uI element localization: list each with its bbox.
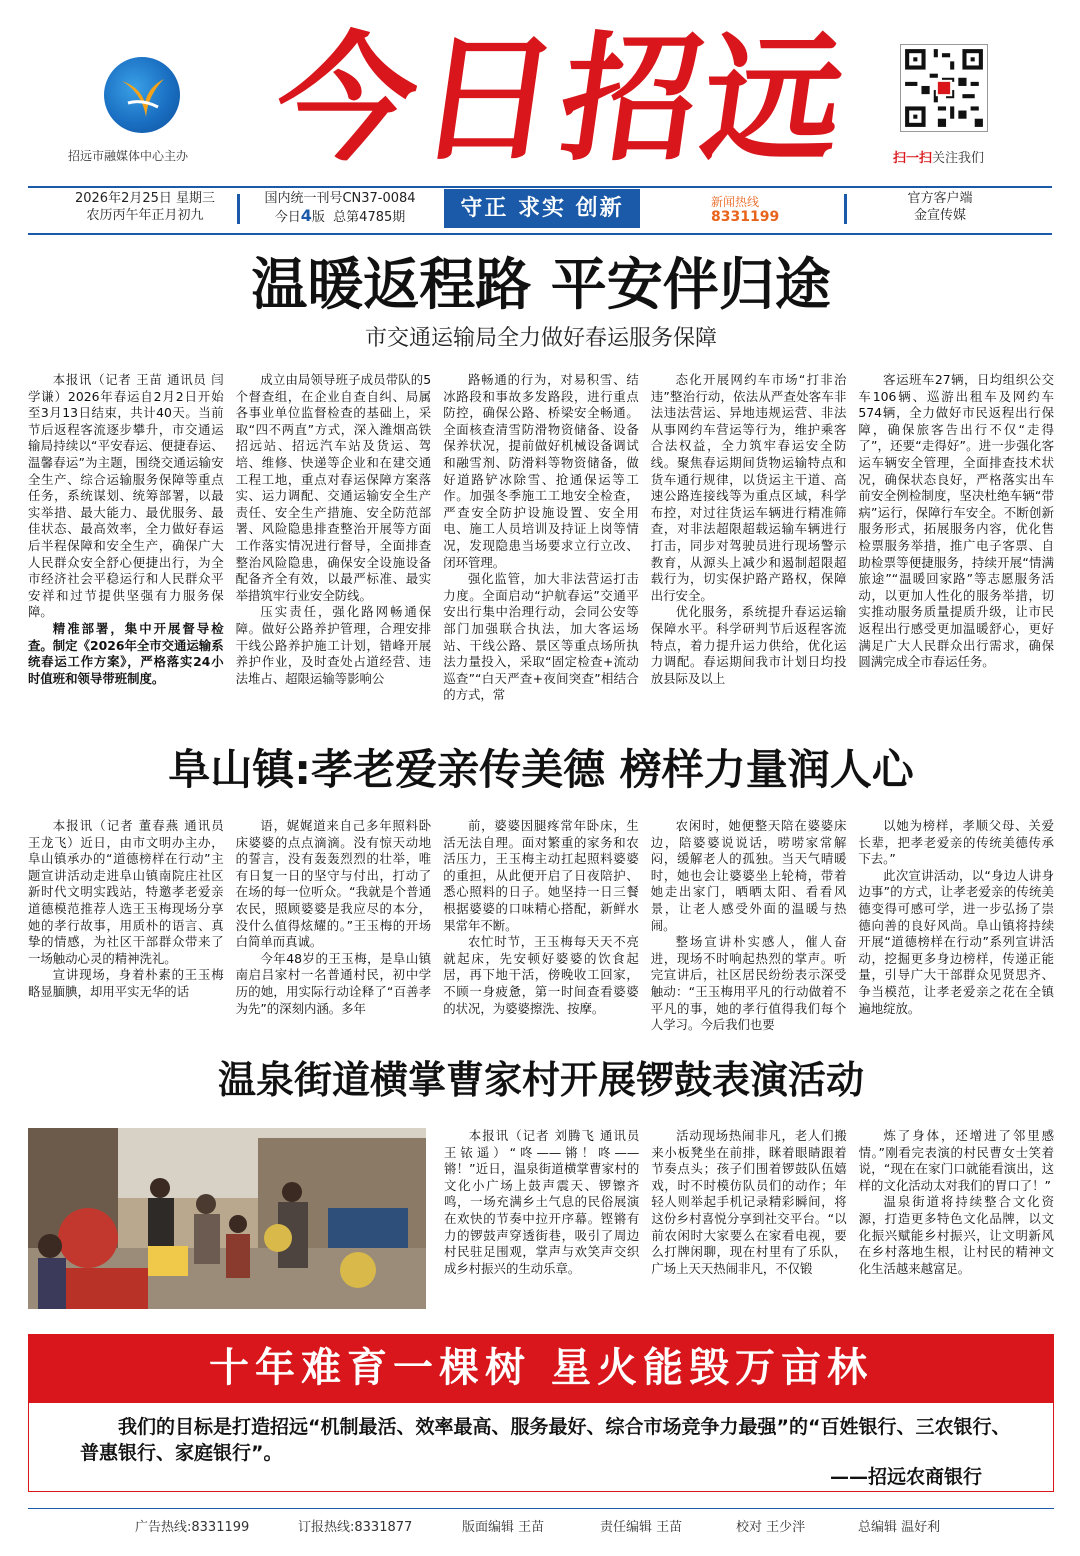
bank-ad-signature: ——招远农商银行 <box>830 1466 983 1488</box>
issn: 国内统一刊号CN37-0084 <box>264 191 416 206</box>
slogan-box: 守正 求实 创新 <box>444 189 640 228</box>
newspaper-masthead: 今日招远 <box>266 17 858 180</box>
footer-ad-hotline: 广告热线:8331199 <box>135 1520 250 1535</box>
media-center-logo <box>104 57 180 133</box>
article2-headline: 阜山镇:孝老爱亲传美德 榜样力量润人心 <box>168 745 914 794</box>
qr-code-icon[interactable] <box>900 44 988 132</box>
article3-col-3: 炼了身体，还增进了邻里感情。”刚看完表演的村民曹女士笑着说，“现在在家门口就能看演出，这样的文化活动太对我们的胃口了！” 温泉街道将持续整合文化资源，打造更多特色文化品牌，以文化振兴赋能乡村振兴，让文明新风在乡村落地生根，让村民的精神文化生活越来越富足。 <box>858 1128 1054 1276</box>
article3-col-2: 活动现场热闹非凡，老人们搬来小板凳坐在前排，眯着眼睛跟着节奏点头；孩子们围着锣鼓队伍嬉戏，时不时模仿队员们的动作；年轻人则举起手机记录精彩瞬间，将这份乡村喜悦分享到社交平台。“以前农闲时大家要么在家看电视，要么打牌闲聊，现在村里有了乐队，广场上天天热闹非凡，不仅锻 <box>651 1128 847 1276</box>
article2-col-1: 本报讯（记者 董春燕 通讯员 王龙飞）近日，由市文明办主办，阜山镇承办的“道德榜样在行动”主题宣讲活动走进阜山镇南院庄社区新时代文明实践站，特邀孝老爱亲道德模范推荐人选王玉梅现场分享她的孝行故事，用质朴的语言、真挚的情感，为社区干部群众带来了一场触动心灵的精神洗礼。 宣讲现场，身着朴素的王玉梅略显腼腆，却用平实无华的话 <box>28 818 224 999</box>
hotline-label: 新闻热线 <box>711 195 760 209</box>
bank-ad-text: 我们的目标是打造招远“机制最活、效率最高、服务最好、综合市场竞争力最强”的“百姓银行、三农银行、普惠银行、家庭银行”。 <box>80 1416 1011 1464</box>
article2-col-2: 语，娓娓道来自己多年照料卧床婆婆的点点滴滴。没有惊天动地的誓言，没有轰轰烈烈的壮举，唯有日复一日的坚守与付出，打动了在场的每一位听众。“我就是个普通农民，照顾婆婆是我应尽的本分，没什么值得炫耀的。”王玉梅的开场白简单而真诚。 今年48岁的王玉梅，是阜山镇南启吕家村一名普通村民，初中学历的她，用实际行动诠释了“百善孝为先”的深刻内涵。多年 <box>235 818 432 1016</box>
footer-duty-editor: 责任编辑 王苗 <box>600 1520 683 1535</box>
article2-body <box>28 818 1054 1033</box>
page-count: 4 <box>300 206 312 225</box>
issue-date-block <box>60 190 230 224</box>
gong-drum-performance-photo <box>28 1128 426 1309</box>
article1-col-2: 成立由局领导班子成员带队的5个督查组，在企业自查自纠、局属各事业单位监督检查的基础上，采取“四不两直”方式，深入潍烟高铁招远站、招远汽车站及货运、驾培、维修、快递等企业和在建交通工程工地，重点对春运保障方案落实、运力调配、交通运输安全生产责任、安全生产措施、安全防范部署、风险隐患排查整治开展等方面工作落实情况进行督导，全面排查整治风险隐患，确保安全设施设备配备齐全有效，以最严标准、最实举措筑牢行业安全防线。 压实责任，强化路网畅通保障。做好公路养护管理，合理安排干线公路养护施工计划，错峰开展养护作业，及时查处占道经营、违法堆占、超限运输等影响公 <box>235 372 432 686</box>
logo-swoosh-icon <box>118 73 168 119</box>
divider <box>237 194 240 224</box>
fire-safety-slogan: 十年难育一棵树 星火能毁万亩林 <box>209 1345 873 1391</box>
article1-subheadline: 市交通运输局全力做好春运服务保障 <box>364 326 717 351</box>
hotline-number: 8331199 <box>711 209 780 225</box>
footer-chief-editor: 总编辑 温好利 <box>858 1520 941 1535</box>
article2-col-3: 前，婆婆因腿疼常年卧床，生活无法自理。面对繁重的家务和农活压力，王玉梅主动扛起照料婆婆的重担，从此便开启了日夜陪护、悉心照料的日子。她坚持一日三餐根据婆婆的口味精心搭配，新鲜水果常年不断。 农忙时节，王玉梅每天天不亮就起床，先安顿好婆婆的饮食起居，再下地干活，傍晚收工回家，不顾一身疲惫，第一时间查看婆婆的状况，为婆婆擦洗、按摩。 <box>443 818 639 1016</box>
article3-col-1: 本报讯（记者 刘腾飞 通讯员 王铱遥）“咚——锵！咚——锵！”近日，温泉街道横掌曹家村的文化小广场上鼓声震天、锣镲齐鸣，一场充满乡土气息的民俗展演在欢快的节奏中拉开序幕。铿锵有力的锣鼓声穿透街巷，吸引了周边村民驻足围观，掌声与欢笑声交织成乡村振兴的生动乐章。 <box>444 1128 640 1276</box>
article1-col-5: 客运班车27辆，日均组织公交车106辆、巡游出租车及网约车574辆，全力做好市民返程出行保障，确保旅客告出行不仅“走得了”，还要“走得好”。进一步强化客运车辆安全管理，全面排查技术状况，确保状态良好，严格落实出车前安全例检制度，坚决杜绝车辆“带病”运行，保障行车安全。不断创新服务形式，拓展服务内容，优化售检票服务举措，推广电子客票、自助检票等便捷服务，持续开展“情满旅途”“温暖回家路”等志愿服务活动，以更加人性化的服务举措，切实推动服务质量提质升级，让市民返程出行感受更加温暖舒心，更好满足广大人民群众出行需求，确保圆满完成全市春运任务。 <box>858 372 1054 670</box>
lunar-date: 农历丙午年正月初九 <box>86 208 204 223</box>
divider <box>844 194 847 224</box>
article1-col-4: 态化开展网约车市场“打非治违”整治行动，依法从严查处客车非法违法营运、异地违规运营、非法从事网约车营运等行为，维护乘客合法权益，全力筑牢春运安全防线。聚焦春运期间货物运输特点和货车通行规律，以货运主干道、高速公路连接线等为重点区域，科学布控，对过往货运车辆进行精准筛查，对非法超限超载运输车辆进行打击，同步对驾驶员进行现场警示教育，从源头上减少和遏制超限超载行为，切实保护路产路权，保障出行安全。 优化服务，系统提升春运运输保障水平。科学研判节后返程客流特点，着力提升运力供给，优化运力调配。春运期间我市计划日均投放县际及以上 <box>650 372 847 686</box>
footer-layout-editor: 版面编辑 王苗 <box>462 1520 545 1535</box>
article2-col-5: 以她为榜样，孝顺父母、关爱长辈，把孝老爱亲的传统美德传承下去。” 此次宣讲活动，以“身边人讲身边事”的方式，让孝老爱亲的传统美德变得可感可学，进一步弘扬了崇德向善的良好风尚。阜山镇将持续开展“道德榜样在行动”系列宣讲活动，挖掘更多身边榜样，传递正能量，引导广大干部群众见贤思齐、争当模范，让孝老爱亲之花在全镇遍地绽放。 <box>858 818 1054 1016</box>
issue-date: 2026年2月25日 星期三 <box>74 191 216 206</box>
issue-number-block: 国内统一刊号CN37-0084 今日4版 总第4785期 <box>250 190 430 226</box>
article1-col-1: 本报讯（记者 王苗 通讯员 闫学谦）2026年春运自2月2日开始至3月13日结束，共计40天。当前节后返程客流逐步攀升，市交通运输局持续以“平安春运、便捷春运、温馨春运”为主题，围绕交通运输安全生产、综合运输服务保障等重点任务，系统谋划、统筹部署，以最实举措、最大能力、最优服务、最佳状态、最高效率，全力做好春运后半程保障和安全生产，确保广大人民群众安全舒心便捷出行，为全市经济社会平稳运行和人民群众平安祥和过节提供坚强有力服务保障。 精准部署，集中开展督导检查。制定《2026年全市交通运输系统春运工作方案》，严格落实24小时值班和领导带班制度。 <box>28 372 224 686</box>
footer-subscription-hotline: 订报热线:8331877 <box>298 1520 413 1535</box>
sponsor-line: 招远市融媒体中心主办 <box>68 149 189 163</box>
photo-illustration <box>28 1128 426 1309</box>
article2-col-4: 农闲时，她便整天陪在婆婆床边，陪婆婆说说话，唠唠家常解闷，缓解老人的孤独。当天气晴暖时，她也会让婆婆坐上轮椅，带着她走出家门，晒晒太阳、看看风景，让老人感受外面的温暖与热闹。 整场宣讲朴实感人，催人奋进，现场不时响起热烈的掌声。听完宣讲后，社区居民纷纷表示深受触动：“王玉梅用平凡的行动做着不平凡的事，她的孝行值得我们每个人学习。今后我们也要 <box>650 818 847 1033</box>
article1-col-3: 路畅通的行为，对易积雪、结冰路段和事故多发路段，进行重点防控，确保公路、桥梁安全畅通。全面核查清雪防滑物资储备、设备保养状况，提前做好机械设备调试和融雪剂、防滑料等物资储备，做好道路铲冰除雪、抢通保运等工作。加强冬季施工工地安全检查，严查安全防护设施设置、安全用电、施工人员培训及持证上岗等情况，发现隐患当场要求立行立改、闭环管理。 强化监管，加大非法营运打击力度。全面启动“护航春运”交通平安出行集中治理行动，会同公安等部门加强联合执法，加大客运场站、干线公路、景区等重点场所执法力量投入，采取“固定检查+流动巡查”“白天严查+夜间突查”相结合的方式，常 <box>443 372 639 703</box>
footer-divider <box>28 1508 1054 1509</box>
qr-caption: 扫一扫关注我们 <box>893 151 985 166</box>
article3-headline: 温泉街道横掌曹家村开展锣鼓表演活动 <box>217 1058 864 1102</box>
article3-body <box>444 1128 1054 1314</box>
article1-body <box>28 372 1054 708</box>
qr-pattern <box>901 45 987 131</box>
client-block: 官方客户端 金宣传媒 <box>907 191 973 223</box>
article1-headline: 温暖返程路 平安伴归途 <box>251 253 831 318</box>
footer-proofreader: 校对 王少泮 <box>736 1520 806 1535</box>
total-issue: 总第4785期 <box>333 210 406 225</box>
